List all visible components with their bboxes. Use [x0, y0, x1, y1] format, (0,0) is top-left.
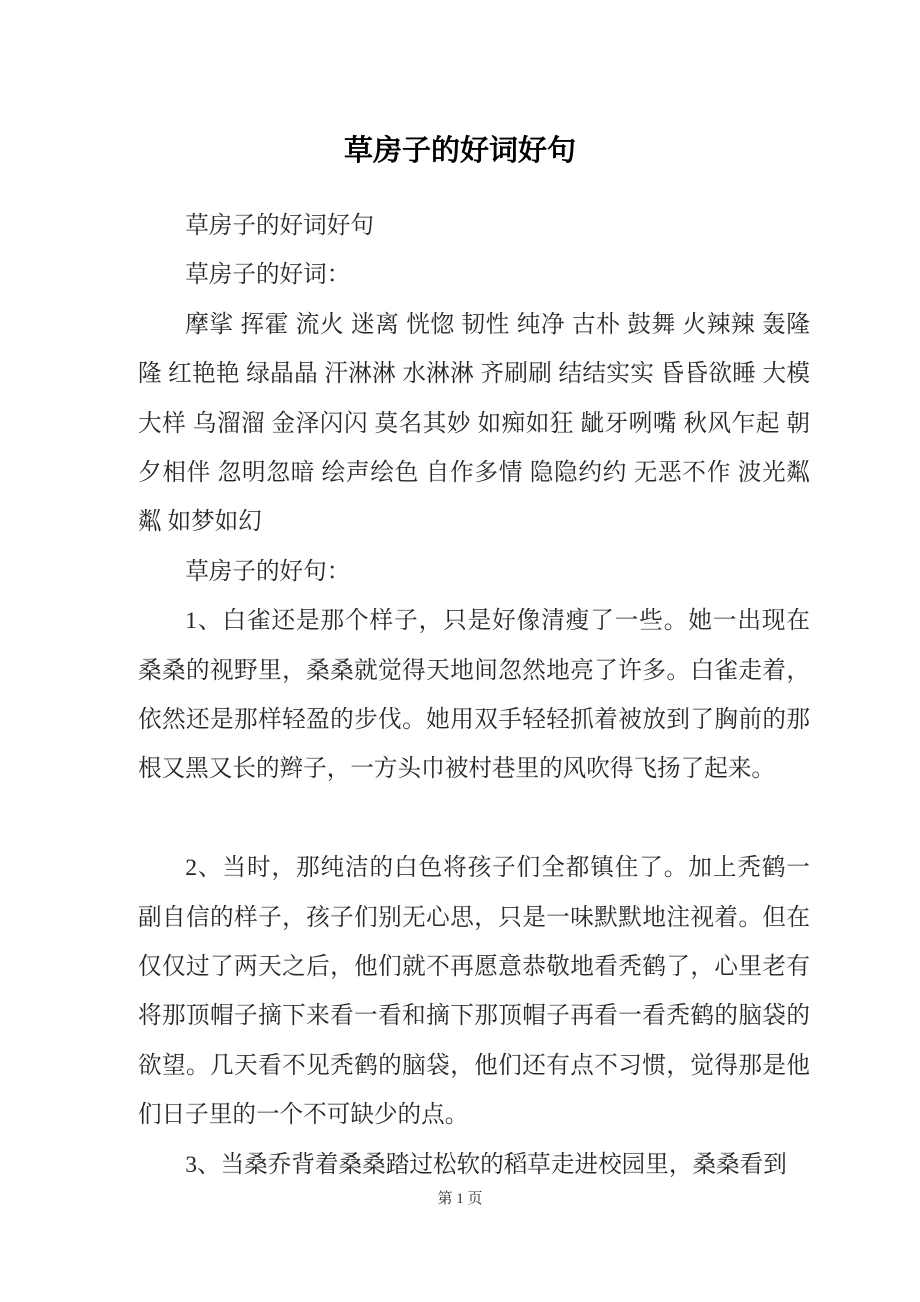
sentence-paragraph-2: 2、当时，那纯洁的白色将孩子们全都镇住了。加上秃鹤一副自信的样子，孩子们别无心思，只是一味默默地注视着。但在仅仅过了两天之后，他们就不再愿意恭敬地看秃鹤了，心里老有将那顶帽子摘下来看一看和摘下那顶帽子再看一看秃鹤的脑袋的欲望。几天看不见秃鹤的脑袋，他们还有点不习惯，觉得那是他们日子里的一个不可缺少的点。	[138, 855, 810, 1129]
word-list-paragraph: 摩挲 挥霍 流火 迷离 恍惚 韧性 纯净 古朴 鼓舞 火辣辣 轰隆隆 红艳艳 绿晶晶 汗淋淋 水淋淋 齐刷刷 结结实实 昏昏欲睡 大模大样 乌溜溜 金泽闪闪 莫名其妙 如痴如狂 龇牙咧嘴 秋风乍起 朝夕相伴 忽明忽暗 绘声绘色 自作多情 隐隐约约 无恶不作 波光粼粼 如梦如幻	[138, 311, 810, 536]
subheading-good-words: 草房子的好词：	[185, 262, 351, 289]
document-body	[138, 202, 810, 1190]
subheading-title-repeat: 草房子的好词好句	[185, 213, 374, 239]
subheading-good-sentences: 草房子的好句：	[185, 558, 351, 585]
sentence-paragraph-1: 1、白雀还是那个样子，只是好像清瘦了一些。她一出现在桑桑的视野里，桑桑就觉得天地间忽然地亮了许多。白雀走着，依然还是那样轻盈的步伐。她用双手轻轻抓着被放到了胸前的那根又黑又长的辫子，一方头巾被村巷里的风吹得飞扬了起来。	[138, 608, 810, 783]
page-title: 草房子的好词好句	[343, 135, 576, 167]
page-number-footer: 第 1 页	[437, 1191, 483, 1207]
sentence-paragraph-3: 3、当桑乔背着桑桑踏过松软的稻草走进校园里，桑桑看到	[185, 1151, 787, 1178]
empty-paragraph	[138, 795, 810, 844]
